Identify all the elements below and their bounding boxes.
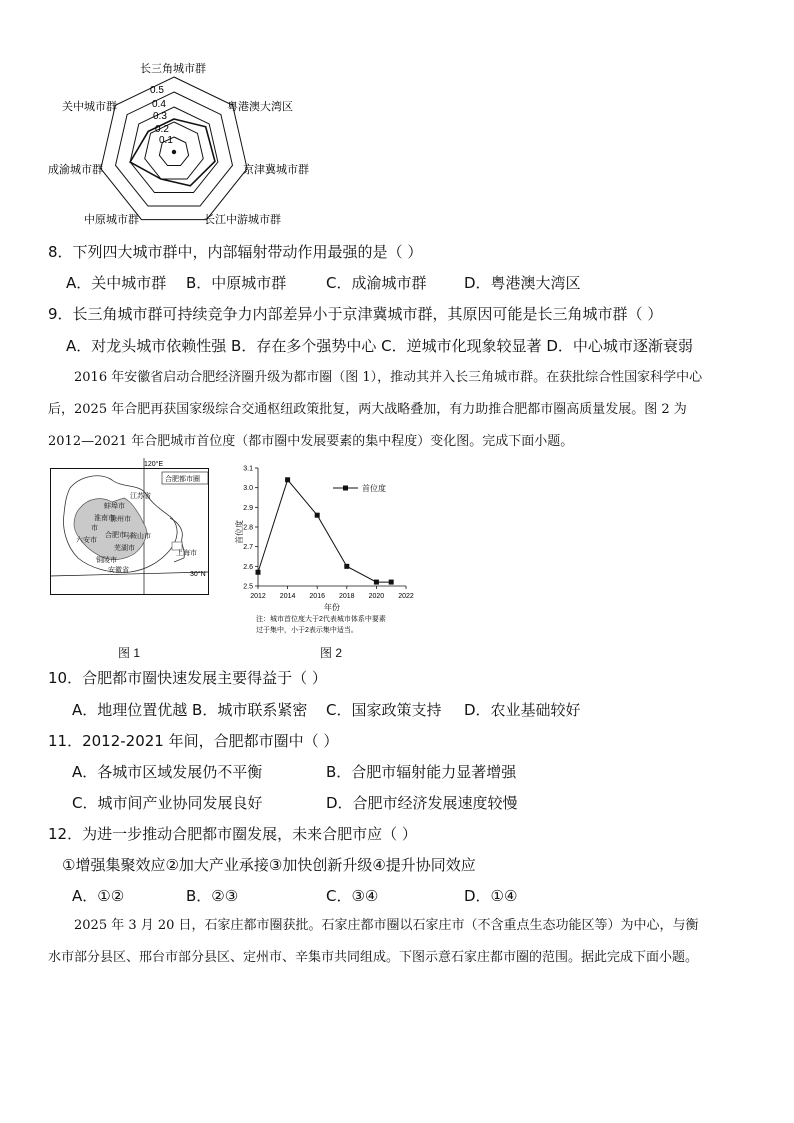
radar-axis-label: 京津冀城市群 — [243, 164, 309, 176]
passage-line: 2012—2021 年合肥城市首位度（都市圈中发展要素的集中程度）变化图。完成下面小题。 — [48, 434, 574, 449]
lon-label: 120°E — [144, 461, 164, 468]
question-11-stem: 11．2012-2021 年间，合肥都市圈中（ ） — [48, 732, 339, 750]
radar-tick: 0.2 — [155, 124, 169, 135]
radar-tick: 0.5 — [150, 85, 164, 96]
q12-items: ①增强集聚效应②加大产业承接③加快创新升级④提升协同效应 — [62, 856, 476, 874]
legend-marker — [343, 486, 348, 491]
q8-option-a[interactable]: A．关中城市群 — [66, 274, 167, 292]
x-tick-label: 2016 — [309, 593, 325, 600]
map-label: 芜湖市 — [114, 545, 135, 552]
y-tick-label: 2.8 — [243, 524, 253, 532]
question-8-stem: 8．下列四大城市群中，内部辐射带动作用最强的是（ ） — [48, 243, 423, 261]
series-point — [374, 580, 379, 585]
map-label: 铜陵市 — [96, 557, 117, 564]
radar-axis-label: 成渝城市群 — [48, 164, 103, 176]
q10-option-c[interactable]: C．国家政策支持 — [326, 701, 442, 719]
x-tick-label: 2012 — [250, 593, 266, 600]
map-label: 安徽省 — [108, 567, 129, 574]
radar-axis-label: 长江中游城市群 — [204, 214, 281, 226]
q11-option-b[interactable]: B．合肥市辐射能力显著增强 — [326, 763, 517, 781]
x-tick-label: 2018 — [339, 593, 355, 600]
q9-options[interactable]: A．对龙头城市依赖性强 B．存在多个强势中心 C．逆城市化现象较显著 D．中心城市逐渐衰弱 — [66, 337, 693, 355]
x-tick-label: 2020 — [368, 593, 385, 600]
shanghai-marker — [172, 542, 182, 550]
series-point — [285, 477, 290, 482]
x-tick-label: 2014 — [279, 593, 296, 600]
figure-1-caption: 图 1 — [118, 646, 141, 660]
q12-option-c[interactable]: C．③④ — [326, 887, 379, 905]
radar-tick: 0.4 — [152, 99, 166, 110]
map-label: 淮南市 — [94, 515, 115, 522]
radar-tick: 0.1 — [159, 135, 173, 146]
map-label: 江苏省 — [130, 493, 151, 500]
radar-ring — [101, 77, 247, 220]
radar-grid — [101, 77, 247, 220]
x-tick-label: 2022 — [398, 593, 414, 600]
map-label: 蚌埠市 — [104, 503, 125, 510]
legend-label: 合肥都市圈 — [165, 476, 200, 483]
passage-shijiazhuang — [48, 910, 748, 974]
x-tick-labels — [250, 593, 414, 600]
radar-axis-label: 关中城市群 — [62, 101, 117, 113]
radar-chart — [40, 55, 340, 230]
map-label: 上海市 — [176, 550, 197, 557]
q12-option-b[interactable]: B．②③ — [186, 887, 239, 905]
series-points — [256, 477, 394, 584]
question-10-stem: 10．合肥都市圈快速发展主要得益于（ ） — [48, 669, 327, 687]
chart-note-line2: 过于集中，小于2表示集中适当。 — [256, 627, 358, 634]
lat-label: 30°N — [190, 571, 206, 578]
legend — [333, 483, 386, 493]
passage-line: 后，2025 年合肥再获国家级综合交通枢纽政策批复，两大战略叠加，有力助推合肥都市圈高质量发展。图 2 为 — [48, 402, 687, 417]
map-label: 马鞍山市 — [123, 533, 151, 540]
y-tick-label: 2.9 — [243, 504, 253, 512]
question-12-stem: 12．为进一步推动合肥都市圈发展，未来合肥市应（ ） — [48, 825, 417, 843]
figure-2-caption: 图 2 — [320, 646, 343, 660]
q10-option-d[interactable]: D．农业基础较好 — [464, 701, 581, 719]
q8-option-b[interactable]: B．中原城市群 — [186, 274, 287, 292]
radar-axis-label: 粤港澳大湾区 — [227, 101, 293, 113]
y-tick-label: 3.0 — [243, 485, 253, 493]
y-tick-label: 2.7 — [243, 544, 253, 552]
q8-option-d[interactable]: D．粤港澳大湾区 — [464, 274, 581, 292]
y-axis-title: 首位度 — [235, 520, 244, 544]
radar-axis-labels — [48, 61, 309, 226]
y-tick-labels — [243, 466, 253, 591]
x-axis-title: 年份 — [324, 603, 340, 612]
map-label: 市 — [91, 525, 98, 532]
line-chart — [228, 458, 418, 638]
passage-line: 2016 年安徽省启动合肥经济圈升级为都市圈（图 1），推动其并入长三角城市群。在获批综合性国家科学中心 — [74, 370, 703, 385]
series-point — [256, 570, 261, 575]
map-label: 合肥市 — [105, 532, 126, 539]
q12-option-d[interactable]: D．①④ — [464, 887, 518, 905]
hefei-map — [50, 458, 210, 596]
chart-note-line1: 注：城市首位度大于2代表城市体系中要素 — [256, 616, 386, 623]
map-label: 滁州市 — [110, 516, 131, 523]
radar-center-dot — [172, 150, 176, 154]
y-tick-label: 3.1 — [243, 465, 253, 473]
passage-line: 水市部分县区、邢台市部分县区、定州市、辛集市共同组成。下图示意石家庄都市圈的范围。据此完成下面小题。 — [48, 950, 699, 965]
series-point — [389, 580, 394, 585]
map-label: 六安市 — [76, 537, 97, 544]
q12-option-a[interactable]: A．①② — [72, 887, 125, 905]
radar-tick: 0.3 — [153, 111, 167, 122]
series-line — [258, 480, 391, 582]
q10-option-ab[interactable]: A．地理位置优越 B．城市联系紧密 — [72, 701, 308, 719]
passage-line: 2025 年 3 月 20 日，石家庄都市圈获批。石家庄都市圈以石家庄市（不含重点生态功能区等）为中心，与衡 — [74, 918, 699, 933]
radar-axis-label: 长三角城市群 — [140, 63, 206, 75]
q8-option-c[interactable]: C．成渝城市群 — [326, 274, 427, 292]
y-tick-label: 2.6 — [243, 563, 253, 571]
series-point — [315, 513, 320, 518]
q11-option-a[interactable]: A．各城市区域发展仍不平衡 — [72, 763, 263, 781]
y-tick-label: 2.5 — [243, 583, 253, 591]
legend-label: 首位度 — [362, 484, 386, 493]
radar-axis-label: 中原城市群 — [84, 214, 139, 226]
q11-option-c[interactable]: C．城市间产业协同发展良好 — [72, 794, 263, 812]
q11-option-d[interactable]: D．合肥市经济发展速度较慢 — [326, 794, 518, 812]
question-9-stem: 9．长三角城市群可持续竞争力内部差异小于京津冀城市群，其原因可能是长三角城市群（ ） — [48, 305, 663, 323]
passage-hefei — [48, 362, 748, 458]
series-point — [344, 564, 349, 569]
